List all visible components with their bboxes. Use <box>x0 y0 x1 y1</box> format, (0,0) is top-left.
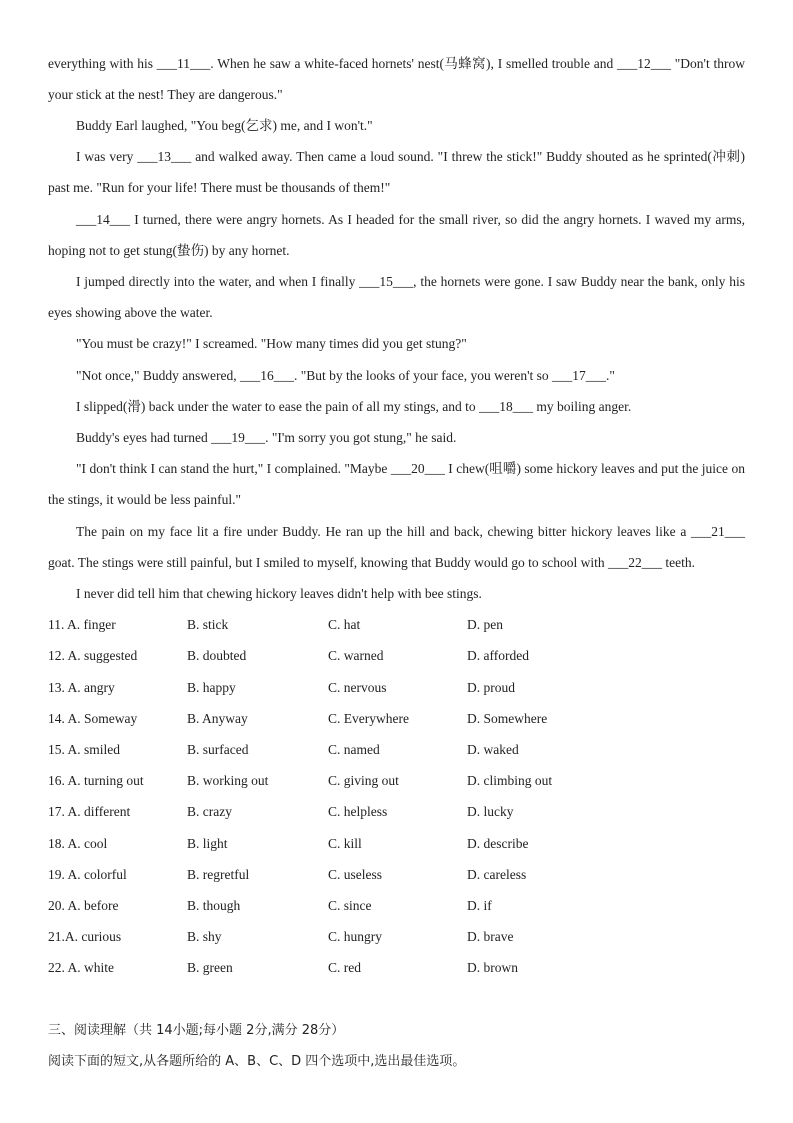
option-a: 11. A. finger <box>48 617 116 632</box>
passage-paragraph-9: Buddy's eyes had turned ___19___. "I'm sorry you got stung," he said. <box>76 430 457 445</box>
option-b: B. working out <box>187 773 269 788</box>
option-a: 21.A. curious <box>48 929 122 944</box>
passage-paragraph-6: "You must be crazy!" I screamed. "How many times did you get stung?" <box>76 336 467 351</box>
option-d: D. climbing out <box>467 773 553 788</box>
option-a: 18. A. cool <box>48 836 108 851</box>
option-c: C. warned <box>328 648 384 663</box>
passage-paragraph-12: I never did tell him that chewing hickory leaves didn't help with bee stings. <box>76 586 482 601</box>
option-c: C. helpless <box>328 804 388 819</box>
question-row-21 <box>48 927 748 947</box>
option-d: D. afforded <box>467 648 529 663</box>
option-a: 14. A. Someway <box>48 711 138 726</box>
question-row-12 <box>48 646 748 666</box>
question-row-22 <box>48 958 748 978</box>
option-c: C. hat <box>328 617 361 632</box>
option-b: B. doubted <box>187 648 247 663</box>
passage-paragraph-3: I was very ___13___ and walked away. Then came a loud sound. "I threw the stick!" Buddy shouted as he sprinted(冲刺) past me. "Run for your life! There must be thousands of them!" <box>48 149 745 195</box>
question-row-14 <box>48 709 748 729</box>
passage-paragraph-7: "Not once," Buddy answered, ___16___. "But by the looks of your face, you weren't so ___17___." <box>76 368 615 383</box>
option-a: 22. A. white <box>48 960 114 975</box>
option-a: 16. A. turning out <box>48 773 144 788</box>
option-d: D. brown <box>467 960 518 975</box>
passage-paragraph-4: ___14___ I turned, there were angry hornets. As I headed for the small river, so did the angry hornets. I waved my arms, hoping not to get stung(蛰伤) by any hornet. <box>48 212 745 258</box>
passage-paragraph-8: I slipped(滑) back under the water to ease the pain of all my stings, and to ___18___ my boiling anger. <box>76 399 632 414</box>
question-row-18 <box>48 834 748 854</box>
option-c: C. useless <box>328 867 382 882</box>
option-c: C. since <box>328 898 372 913</box>
question-row-16 <box>48 771 748 791</box>
option-c: C. red <box>328 960 361 975</box>
option-b: B. green <box>187 960 233 975</box>
option-b: B. light <box>187 836 228 851</box>
option-a: 12. A. suggested <box>48 648 138 663</box>
passage-paragraph-2: Buddy Earl laughed, "You beg(乞求) me, and I won't." <box>76 118 373 133</box>
passage-paragraph-5: I jumped directly into the water, and when I finally ___15___, the hornets were gone. I saw Buddy near the bank, only his eyes showing above the water. <box>48 274 745 320</box>
option-d: D. careless <box>467 867 527 882</box>
question-row-13 <box>48 678 748 698</box>
option-b: B. shy <box>187 929 222 944</box>
option-b: B. Anyway <box>187 711 248 726</box>
option-a: 17. A. different <box>48 804 131 819</box>
option-c: C. named <box>328 742 380 757</box>
question-row-15 <box>48 740 748 760</box>
option-c: C. nervous <box>328 680 387 695</box>
option-c: C. hungry <box>328 929 382 944</box>
section-instruction: 阅读下面的短文,从各题所给的 A、B、C、D 四个选项中,选出最佳选项。 <box>48 1054 466 1069</box>
option-b: B. though <box>187 898 241 913</box>
option-d: D. pen <box>467 617 503 632</box>
passage-paragraph-10: "I don't think I can stand the hurt," I complained. "Maybe ___20___ I chew(咀嚼) some hickory leaves and put the juice on the stings, it would be less painful." <box>48 461 745 507</box>
option-d: D. brave <box>467 929 514 944</box>
option-d: D. lucky <box>467 804 514 819</box>
option-a: 20. A. before <box>48 898 119 913</box>
option-d: D. if <box>467 898 492 913</box>
option-b: B. surfaced <box>187 742 249 757</box>
option-a: 13. A. angry <box>48 680 115 695</box>
section-heading: 三、阅读理解（共 14小题;每小题 2分,满分 28分） <box>48 1023 345 1038</box>
option-d: D. describe <box>467 836 529 851</box>
option-b: B. stick <box>187 617 229 632</box>
passage-paragraph-1: everything with his ___11___. When he saw a white-faced hornets' nest(马蜂窝), I smelled trouble and ___12___ "Don't throw your stick at the nest! They are dangerous." <box>48 56 745 102</box>
option-b: B. regretful <box>187 867 250 882</box>
option-d: D. proud <box>467 680 515 695</box>
option-b: B. happy <box>187 680 236 695</box>
option-a: 19. A. colorful <box>48 867 127 882</box>
option-b: B. crazy <box>187 804 232 819</box>
question-row-17 <box>48 802 748 822</box>
question-row-20 <box>48 896 748 916</box>
question-row-11 <box>48 615 748 635</box>
passage-paragraph-11: The pain on my face lit a fire under Buddy. He ran up the hill and back, chewing bitter hickory leaves like a ___21___ goat. The stings were still painful, but I smiled to myself, knowing that Buddy would go to school with ___22___ teeth. <box>48 524 745 570</box>
option-c: C. kill <box>328 836 362 851</box>
option-c: C. giving out <box>328 773 399 788</box>
option-d: D. waked <box>467 742 519 757</box>
option-c: C. Everywhere <box>328 711 409 726</box>
option-a: 15. A. smiled <box>48 742 121 757</box>
question-row-19 <box>48 865 748 885</box>
option-d: D. Somewhere <box>467 711 548 726</box>
